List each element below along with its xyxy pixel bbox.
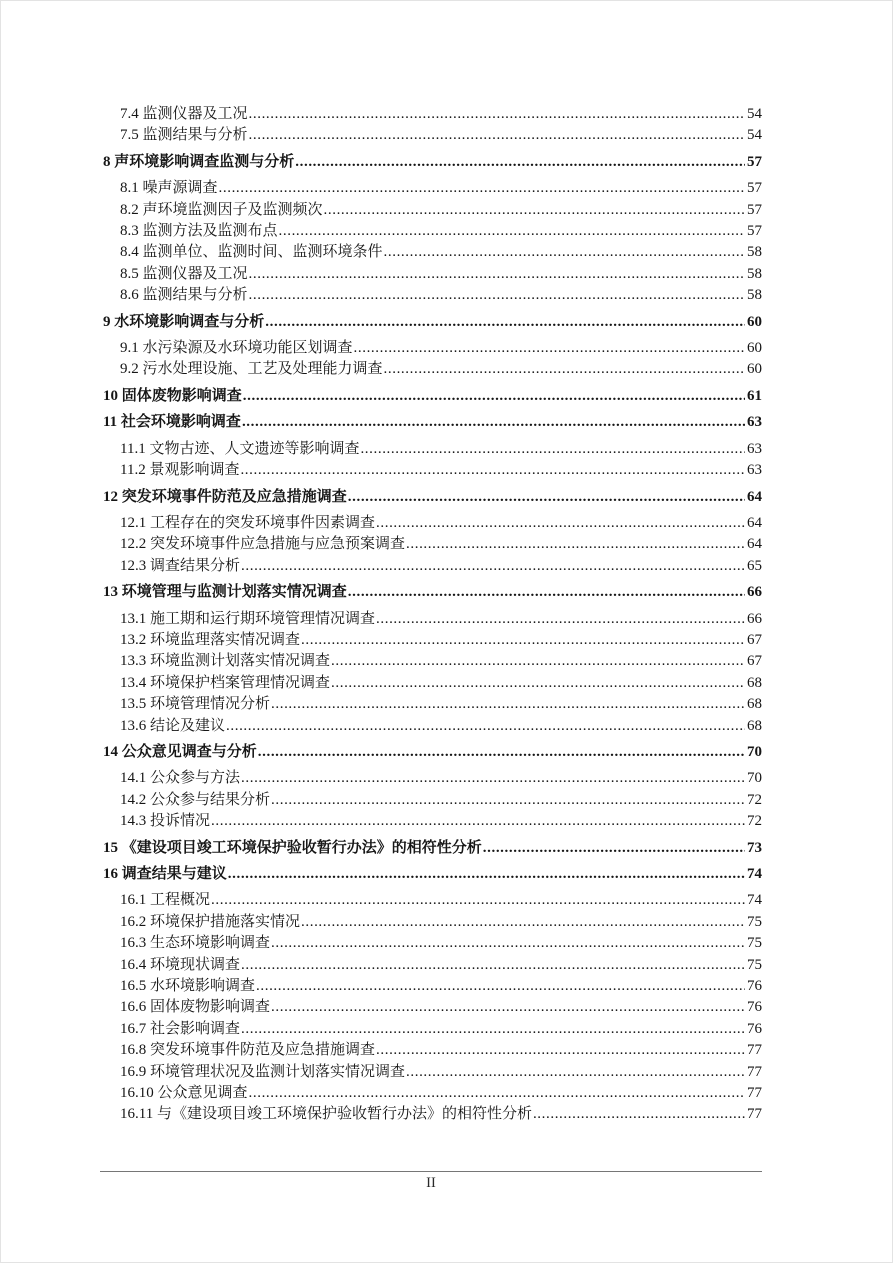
toc-entry-label: 9.2 污水处理设施、工艺及处理能力调查	[120, 361, 383, 378]
toc-entry-label: 13.1 施工期和运行期环境管理情况调查	[120, 610, 376, 627]
toc-entry[interactable]	[103, 338, 762, 359]
toc-entry[interactable]	[103, 630, 762, 651]
dot-leader	[241, 1019, 745, 1040]
dot-leader	[211, 890, 745, 911]
toc-entry[interactable]	[103, 412, 762, 433]
dot-leader	[360, 439, 745, 460]
toc-entry-label: 10 固体废物影响调查	[103, 387, 242, 404]
toc-entry-page-number: 60	[747, 361, 762, 378]
toc-entry[interactable]	[103, 838, 762, 859]
toc-entry[interactable]	[103, 742, 762, 763]
toc-entry-page-number: 75	[747, 913, 762, 930]
toc-entry[interactable]	[103, 768, 762, 789]
dot-leader	[376, 609, 745, 630]
toc-entry-page-number: 77	[747, 1063, 762, 1080]
toc-entry[interactable]	[103, 716, 762, 737]
toc-entry-label: 8.1 噪声源调查	[120, 180, 218, 197]
toc-entry[interactable]	[103, 1019, 762, 1040]
toc-entry-label: 16.7 社会影响调查	[120, 1020, 241, 1037]
dot-leader	[265, 312, 745, 333]
toc-entry[interactable]	[103, 556, 762, 577]
toc-entry-label: 16.10 公众意见调查	[120, 1085, 248, 1102]
toc-entry-label: 12 突发环境事件防范及应急措施调查	[103, 488, 347, 505]
toc-entry-page-number: 70	[747, 770, 762, 787]
dot-leader	[271, 933, 745, 954]
toc-entry-label: 12.1 工程存在的突发环境事件因素调查	[120, 514, 376, 531]
dot-leader	[271, 997, 745, 1018]
toc-entry-label: 13.2 环境监理落实情况调查	[120, 631, 301, 648]
dot-leader	[242, 412, 745, 433]
toc-entry[interactable]	[103, 178, 762, 199]
dot-leader	[348, 487, 745, 508]
toc-entry-page-number: 76	[747, 1020, 762, 1037]
toc-entry-label: 16.6 固体废物影响调查	[120, 999, 271, 1016]
toc-entry-page-number: 58	[747, 265, 762, 282]
dot-leader	[271, 790, 745, 811]
toc-entry-page-number: 72	[747, 813, 762, 830]
toc-entry-label: 13.3 环境监测计划落实情况调查	[120, 653, 331, 670]
toc-entry-label: 9 水环境影响调查与分析	[103, 313, 265, 330]
toc-entry-label: 14 公众意见调查与分析	[103, 743, 257, 760]
toc-entry-page-number: 70	[747, 743, 762, 760]
toc-entry-label: 16.11 与《建设项目竣工环境保护验收暂行办法》的相符性分析	[120, 1106, 532, 1123]
toc-entry-page-number: 77	[747, 1106, 762, 1123]
toc-entry-page-number: 73	[747, 839, 762, 856]
toc-entry[interactable]	[103, 673, 762, 694]
dot-leader	[271, 694, 745, 715]
toc-entry-label: 15 《建设项目竣工环境保护验收暂行办法》的相符性分析	[103, 839, 482, 856]
toc-entry[interactable]	[103, 312, 762, 333]
toc-entry[interactable]	[103, 955, 762, 976]
toc-entry-page-number: 63	[747, 462, 762, 479]
toc-entry[interactable]	[103, 582, 762, 603]
toc-entry[interactable]	[103, 264, 762, 285]
dot-leader	[241, 955, 745, 976]
toc-entry[interactable]	[103, 811, 762, 832]
toc-entry-page-number: 58	[747, 244, 762, 261]
toc-entry-page-number: 67	[747, 631, 762, 648]
dot-leader	[331, 673, 745, 694]
toc-entry[interactable]	[103, 285, 762, 306]
toc-entry-label: 8.5 监测仪器及工况	[120, 265, 248, 282]
toc-entry[interactable]	[103, 386, 762, 407]
toc-entry[interactable]	[103, 1062, 762, 1083]
toc-entry[interactable]	[103, 890, 762, 911]
dot-leader	[384, 359, 745, 380]
toc-entry-page-number: 64	[747, 488, 762, 505]
toc-entry[interactable]	[103, 864, 762, 885]
toc-entry-page-number: 57	[747, 223, 762, 240]
dot-leader	[241, 556, 745, 577]
dot-leader	[301, 630, 745, 651]
dot-leader	[376, 513, 745, 534]
toc-entry[interactable]	[103, 1040, 762, 1061]
toc-entry-page-number: 74	[747, 892, 762, 909]
toc-entry-label: 12.2 突发环境事件应急措施与应急预案调查	[120, 536, 406, 553]
toc-entry-page-number: 74	[747, 866, 762, 882]
toc-entry-page-number: 58	[747, 287, 762, 304]
toc-entry-label: 7.4 监测仪器及工况	[120, 106, 248, 122]
toc-entry-label: 16.3 生态环境影响调查	[120, 935, 271, 952]
toc-entry-label: 8.4 监测单位、监测时间、监测环境条件	[120, 244, 383, 261]
toc-entry[interactable]	[103, 242, 762, 263]
toc-entry-label: 11.1 文物古迹、人文遗迹等影响调查	[120, 440, 360, 457]
toc-entry[interactable]	[103, 200, 762, 221]
dot-leader	[279, 221, 745, 242]
toc-entry[interactable]	[103, 933, 762, 954]
toc-entry-label: 13.6 结论及建议	[120, 717, 226, 734]
dot-leader	[219, 178, 745, 199]
toc-entry-label: 16.9 环境管理状况及监测计划落实情况调查	[120, 1063, 406, 1080]
page-footer	[100, 1171, 762, 1192]
toc-entry-label: 9.1 水污染源及水环境功能区划调查	[120, 340, 353, 357]
toc-entry-label: 16 调查结果与建议	[103, 866, 227, 882]
dot-leader	[258, 742, 745, 763]
dot-leader	[324, 200, 745, 221]
toc-entry[interactable]	[103, 513, 762, 534]
toc-entry-label: 14.2 公众参与结果分析	[120, 791, 271, 808]
dot-leader	[295, 152, 745, 173]
toc-entry-label: 11 社会环境影响调查	[103, 414, 241, 431]
dot-leader	[249, 285, 745, 306]
toc-entry[interactable]	[103, 997, 762, 1018]
dot-leader	[228, 864, 745, 885]
toc-entry-label: 16.1 工程概况	[120, 892, 211, 909]
toc-entry-page-number: 60	[747, 340, 762, 357]
toc-entry-label: 8.6 监测结果与分析	[120, 287, 248, 304]
toc-entry-page-number: 75	[747, 956, 762, 973]
toc-entry-label: 13.4 环境保护档案管理情况调查	[120, 674, 331, 691]
dot-leader	[331, 651, 745, 672]
toc-entry-page-number: 66	[747, 610, 762, 627]
toc-entry-label: 8.2 声环境监测因子及监测频次	[120, 201, 323, 218]
toc-entry-page-number: 65	[747, 557, 762, 574]
dot-leader	[241, 768, 745, 789]
toc-entry-label: 8.3 监测方法及监测布点	[120, 223, 278, 240]
toc-entry[interactable]	[103, 460, 762, 481]
toc-entry-page-number: 68	[747, 674, 762, 691]
dot-leader	[483, 838, 745, 859]
toc-entry-page-number: 66	[747, 584, 762, 601]
dot-leader	[406, 1062, 745, 1083]
toc-entry[interactable]	[103, 439, 762, 460]
dot-leader	[376, 1040, 745, 1061]
dot-leader	[256, 976, 745, 997]
dot-leader	[211, 811, 745, 832]
toc-entry-page-number: 54	[747, 127, 762, 144]
dot-leader	[406, 534, 745, 555]
dot-leader	[243, 386, 745, 407]
toc-entry[interactable]	[103, 651, 762, 672]
toc-entry[interactable]	[103, 1104, 762, 1125]
toc-entry[interactable]	[103, 694, 762, 715]
toc-entry[interactable]	[103, 221, 762, 242]
toc-entry-label: 16.8 突发环境事件防范及应急措施调查	[120, 1042, 376, 1059]
toc-entry[interactable]	[103, 487, 762, 508]
toc-entry[interactable]	[103, 1083, 762, 1104]
dot-leader	[533, 1104, 745, 1125]
table-of-contents	[103, 104, 762, 1126]
toc-entry-label: 16.2 环境保护措施落实情况	[120, 913, 301, 930]
toc-entry-page-number: 68	[747, 717, 762, 734]
toc-entry-page-number: 63	[747, 414, 762, 431]
toc-entry[interactable]	[103, 912, 762, 933]
toc-entry-label: 8 声环境影响调查监测与分析	[103, 153, 295, 170]
toc-entry[interactable]	[103, 790, 762, 811]
toc-entry[interactable]	[103, 359, 762, 380]
toc-entry-page-number: 57	[747, 201, 762, 218]
toc-entry-page-number: 54	[747, 106, 762, 122]
dot-leader	[249, 125, 745, 146]
toc-entry-page-number: 57	[747, 153, 762, 170]
toc-entry[interactable]	[103, 609, 762, 630]
toc-entry[interactable]	[103, 125, 762, 146]
dot-leader	[354, 338, 745, 359]
toc-entry-label: 13 环境管理与监测计划落实情况调查	[103, 584, 347, 601]
toc-entry[interactable]	[103, 976, 762, 997]
toc-entry-page-number: 64	[747, 536, 762, 553]
dot-leader	[384, 242, 745, 263]
toc-entry-label: 13.5 环境管理情况分析	[120, 696, 271, 713]
toc-entry-label: 11.2 景观影响调查	[120, 462, 240, 479]
toc-entry-page-number: 76	[747, 999, 762, 1016]
toc-entry-label: 16.5 水环境影响调查	[120, 978, 256, 995]
toc-entry[interactable]	[103, 534, 762, 555]
toc-entry-label: 16.4 环境现状调查	[120, 956, 241, 973]
toc-entry-label: 14.1 公众参与方法	[120, 770, 241, 787]
toc-entry[interactable]	[103, 104, 762, 125]
toc-entry-page-number: 72	[747, 791, 762, 808]
dot-leader	[249, 1083, 745, 1104]
toc-entry[interactable]	[103, 152, 762, 173]
toc-entry-page-number: 63	[747, 440, 762, 457]
dot-leader	[301, 912, 745, 933]
toc-entry-page-number: 76	[747, 978, 762, 995]
toc-entry-page-number: 77	[747, 1085, 762, 1102]
dot-leader	[249, 264, 745, 285]
toc-entry-label: 12.3 调查结果分析	[120, 557, 241, 574]
dot-leader	[348, 582, 745, 603]
toc-entry-page-number: 57	[747, 180, 762, 197]
toc-entry-label: 14.3 投诉情况	[120, 813, 211, 830]
toc-entry-page-number: 77	[747, 1042, 762, 1059]
dot-leader	[249, 104, 745, 125]
toc-entry-label: 7.5 监测结果与分析	[120, 127, 248, 144]
toc-entry-page-number: 75	[747, 935, 762, 952]
footer-page-number: II	[426, 1175, 436, 1191]
toc-entry-page-number: 68	[747, 696, 762, 713]
toc-entry-page-number: 60	[747, 313, 762, 330]
dot-leader	[240, 460, 745, 481]
toc-entry-page-number: 64	[747, 514, 762, 531]
toc-entry-page-number: 61	[747, 387, 762, 404]
toc-entry-page-number: 67	[747, 653, 762, 670]
dot-leader	[226, 716, 745, 737]
